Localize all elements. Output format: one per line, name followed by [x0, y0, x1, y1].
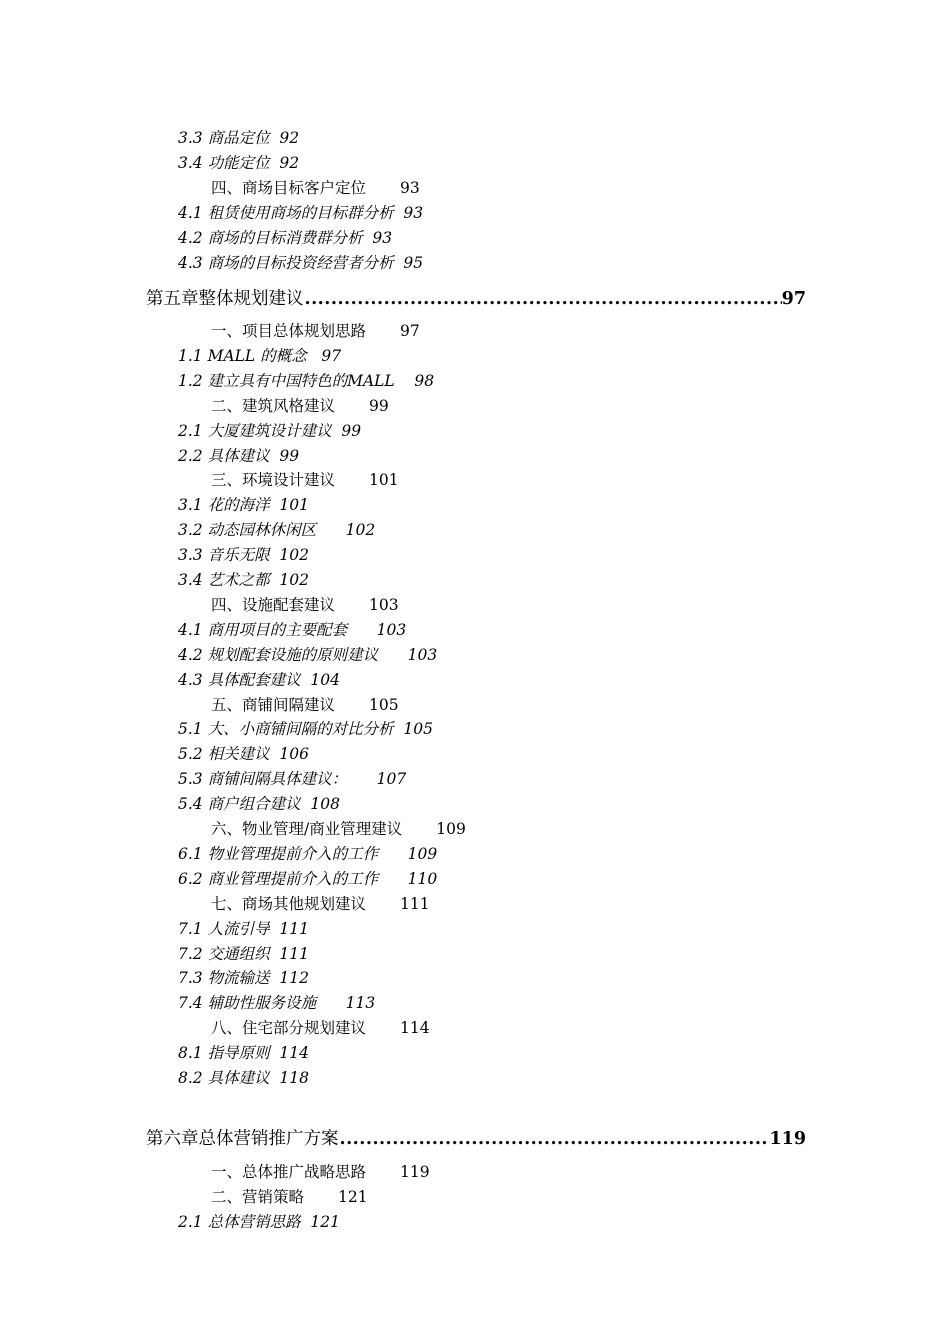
toc-section-entry[interactable] — [211, 178, 420, 198]
toc-subsection-text: 8.2 具体建议 118 — [178, 1069, 310, 1087]
toc-subsection-entry[interactable] — [178, 253, 423, 273]
toc-subsection-text: 3.3 商品定位 92 — [178, 129, 300, 147]
toc-subsection-text: 7.4 辅助性服务设施 113 — [178, 994, 376, 1013]
toc-section-label: 六、物业管理/商业管理建议 — [211, 820, 403, 838]
chapter-5-title: 第五章整体规划建议 — [146, 289, 304, 309]
toc-section-page: 103 — [369, 595, 399, 614]
chapter-6-entry[interactable] — [146, 1127, 806, 1151]
toc-subsection-entry[interactable] — [178, 794, 340, 814]
toc-section-page: 101 — [369, 471, 399, 490]
toc-subsection-text: 5.2 相关建议 106 — [178, 745, 310, 764]
toc-subsection-entry[interactable] — [178, 1068, 309, 1088]
toc-section-entry[interactable] — [211, 695, 399, 715]
toc-subsection-entry[interactable] — [178, 645, 437, 665]
toc-subsection-entry[interactable] — [178, 670, 340, 690]
toc-subsection-text: 3.2 动态园林休闲区 102 — [178, 521, 376, 540]
toc-subsection-text: 4.3 具体配套建议 104 — [178, 670, 341, 689]
toc-subsection-entry[interactable] — [178, 228, 392, 248]
toc-section-page: 109 — [436, 820, 466, 838]
toc-subsection-text: 6.1 物业管理提前介入的工作 109 — [178, 844, 438, 863]
toc-subsection-entry[interactable] — [178, 719, 433, 739]
toc-section-page: 111 — [400, 894, 430, 913]
toc-section-entry[interactable] — [211, 819, 466, 839]
toc-subsection-entry[interactable] — [178, 446, 299, 466]
toc-section-page: 121 — [338, 1187, 368, 1206]
toc-subsection-text: 2.1 大厦建筑设计建议 99 — [178, 421, 362, 440]
toc-section-entry[interactable] — [211, 1162, 430, 1182]
toc-subsection-text: 7.1 人流引导 111 — [178, 919, 310, 938]
toc-subsection-entry[interactable] — [178, 570, 309, 590]
dot-leader — [340, 1127, 770, 1151]
toc-subsection-entry[interactable] — [178, 844, 437, 864]
toc-section-label: 八、住宅部分规划建议 — [211, 1019, 367, 1038]
chapter-5-page: 97 — [781, 289, 806, 309]
chapter-6-page: 119 — [769, 1129, 806, 1149]
toc-subsection-entry[interactable] — [178, 769, 406, 789]
toc-subsection-text: 7.2 交通组织 111 — [178, 944, 310, 963]
toc-subsection-text: 8.1 指导原则 114 — [178, 1044, 310, 1063]
toc-section-label: 二、营销策略 — [211, 1187, 305, 1206]
toc-subsection-text: 4.1 租赁使用商场的目标群分析 93 — [178, 203, 424, 222]
toc-section-label: 五、商铺间隔建议 — [211, 695, 336, 714]
toc-subsection-entry[interactable] — [178, 203, 423, 223]
toc-section-entry[interactable] — [211, 1187, 368, 1207]
toc-subsection-text: 1.2 建立具有中国特色的MALL 98 — [178, 371, 435, 390]
toc-subsection-entry[interactable] — [178, 153, 299, 173]
toc-section-entry[interactable] — [211, 321, 420, 341]
toc-subsection-entry[interactable] — [178, 919, 309, 939]
toc-section-label: 四、设施配套建议 — [211, 595, 336, 614]
toc-subsection-text: 5.4 商户组合建议 108 — [178, 795, 341, 814]
toc-subsection-entry[interactable] — [178, 620, 406, 640]
toc-subsection-entry[interactable] — [178, 495, 309, 515]
toc-section-page: 114 — [400, 1019, 430, 1038]
toc-subsection-text: 7.3 物流输送 112 — [178, 969, 310, 988]
toc-subsection-entry[interactable] — [178, 744, 309, 764]
chapter-5-entry[interactable] — [146, 287, 806, 311]
toc-subsection-text: 5.3 商铺间隔具体建议： 107 — [178, 770, 407, 789]
toc-section-label: 二、建筑风格建议 — [211, 396, 336, 415]
toc-section-page: 119 — [400, 1163, 430, 1181]
toc-subsection-text: 4.1 商用项目的主要配套 103 — [178, 620, 407, 639]
toc-subsection-text: 5.1 大、小商铺间隔的对比分析 105 — [178, 720, 434, 739]
chapter-6-title: 第六章总体营销推广方案 — [146, 1129, 339, 1149]
toc-subsection-text: 3.1 花的海洋 101 — [178, 496, 310, 515]
toc-subsection-text: 2.2 具体建议 99 — [178, 446, 300, 465]
toc-subsection-text: 3.4 功能定位 92 — [178, 153, 300, 172]
toc-section-page: 97 — [400, 322, 420, 340]
toc-subsection-entry[interactable] — [178, 993, 375, 1013]
toc-section-entry[interactable] — [211, 894, 430, 914]
toc-subsection-text: 6.2 商业管理提前介入的工作 110 — [178, 869, 438, 888]
toc-subsection-entry[interactable] — [178, 869, 437, 889]
toc-subsection-entry[interactable] — [178, 128, 299, 148]
toc-section-entry[interactable] — [211, 396, 389, 416]
toc-subsection-entry[interactable] — [178, 520, 375, 540]
toc-section-page: 93 — [400, 178, 420, 197]
toc-subsection-entry[interactable] — [178, 346, 341, 366]
toc-section-label: 四、商场目标客户定位 — [211, 178, 367, 197]
toc-subsection-entry[interactable] — [178, 371, 434, 391]
toc-section-label: 一、项目总体规划思路 — [211, 322, 367, 340]
toc-subsection-text: 4.2 规划配套设施的原则建议 103 — [178, 645, 438, 664]
toc-section-page: 99 — [369, 396, 389, 415]
toc-subsection-text: 2.1 总体营销思路 121 — [178, 1212, 341, 1231]
toc-section-entry[interactable] — [211, 470, 399, 490]
dot-leader — [305, 287, 782, 311]
toc-subsection-text: 3.4 艺术之都 102 — [178, 571, 310, 589]
toc-subsection-entry[interactable] — [178, 421, 361, 441]
toc-section-entry[interactable] — [211, 1018, 430, 1038]
toc-subsection-entry[interactable] — [178, 968, 309, 988]
toc-section-label: 三、环境设计建议 — [211, 471, 336, 490]
toc-subsection-text: 4.3 商场的目标投资经营者分析 95 — [178, 253, 424, 272]
toc-section-label: 一、总体推广战略思路 — [211, 1163, 367, 1181]
toc-subsection-entry[interactable] — [178, 1043, 309, 1063]
toc-subsection-text: 1.1 MALL 的概念 97 — [178, 346, 342, 365]
toc-subsection-text: 4.2 商场的目标消费群分析 93 — [178, 228, 393, 247]
toc-subsection-entry[interactable] — [178, 1212, 340, 1232]
toc-subsection-entry[interactable] — [178, 545, 309, 565]
toc-subsection-entry[interactable] — [178, 944, 309, 964]
toc-section-page: 105 — [369, 695, 399, 714]
toc-section-entry[interactable] — [211, 595, 399, 615]
toc-subsection-text: 3.3 音乐无限 102 — [178, 546, 310, 565]
toc-section-label: 七、商场其他规划建议 — [211, 894, 367, 913]
